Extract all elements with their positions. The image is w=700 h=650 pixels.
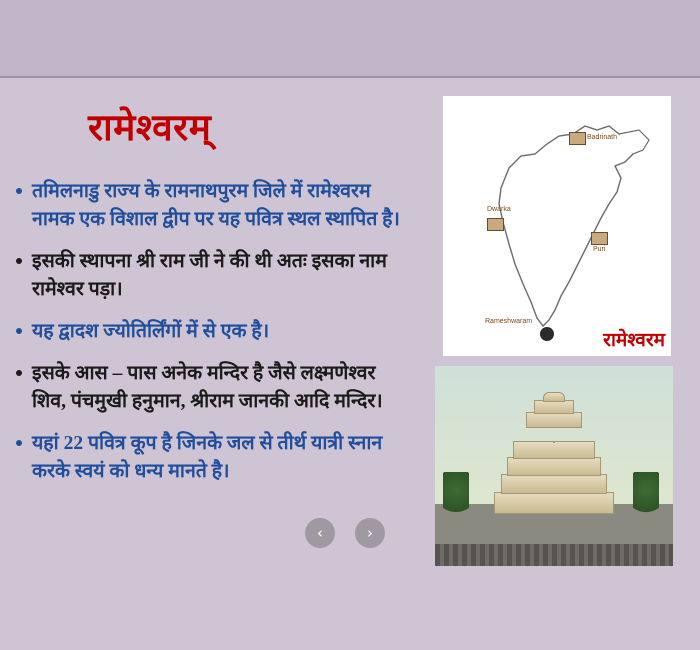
bullet-dot-icon: [16, 258, 22, 264]
gopuram-tower: [494, 394, 614, 514]
chevron-right-icon: ›: [367, 524, 373, 542]
temple-crowd: [435, 544, 673, 566]
map-label-puri: Puri: [593, 246, 606, 253]
bullet-dot-icon: [16, 370, 22, 376]
bullet-dot-icon: [16, 440, 22, 446]
list-item-text: इसकी स्थापना श्री राम जी ने की थी अतः इसका नाम रामेश्वर पड़ा।: [32, 251, 387, 300]
list-item: [14, 360, 414, 416]
list-item: [14, 318, 414, 346]
map-label-rameshwaram: Rameshwaram: [485, 318, 533, 325]
chevron-left-icon: ‹: [317, 524, 323, 542]
carousel-prev-button[interactable]: [305, 518, 335, 548]
map-label-dwarka: Dwarka: [487, 206, 511, 213]
bullet-dot-icon: [16, 328, 22, 334]
india-map-outline-icon: [443, 96, 671, 356]
map-thumb-dwarka: [487, 218, 504, 231]
page-title: रामेश्वरम्: [88, 108, 212, 149]
list-item: [14, 178, 414, 234]
india-map-image: [443, 96, 671, 356]
map-thumb-badrinath: [569, 132, 586, 145]
bullet-dot-icon: [16, 188, 22, 194]
list-item-text: इसके आस – पास अनेक मन्दिर है जैसे लक्ष्मणेश्वर शिव, पंचमुखी हनुमान, श्रीराम जानकी आदि मन्दिर।: [32, 363, 383, 412]
list-item-text: यह द्वादश ज्योतिर्लिंगों में से एक है।: [32, 321, 270, 342]
bottom-empty-pane: [0, 573, 700, 650]
map-thumb-puri: [591, 232, 608, 245]
tree-decoration: [633, 472, 659, 518]
rameshwaram-temple-photo: [435, 366, 673, 566]
carousel-next-button[interactable]: [355, 518, 385, 548]
map-label-badrinath: Badrinath: [587, 134, 617, 141]
bullet-list: [14, 178, 414, 500]
list-item: [14, 430, 414, 486]
top-bar: [0, 0, 700, 78]
tree-decoration: [443, 472, 469, 518]
list-item-text: यहां 22 पवित्र कूप है जिनके जल से तीर्थ यात्री स्नान करके स्वयं को धन्य मानते है।: [32, 433, 383, 482]
list-item: [14, 248, 414, 304]
map-caption: रामेश्वरम: [603, 330, 665, 351]
list-item-text: तमिलनाडु राज्य के रामनाथपुरम जिले में रामेश्वरम नामक एक विशाल द्वीप पर यह पवित्र स्थल स्थापित है।: [32, 181, 400, 230]
slide-canvas: [0, 78, 700, 573]
